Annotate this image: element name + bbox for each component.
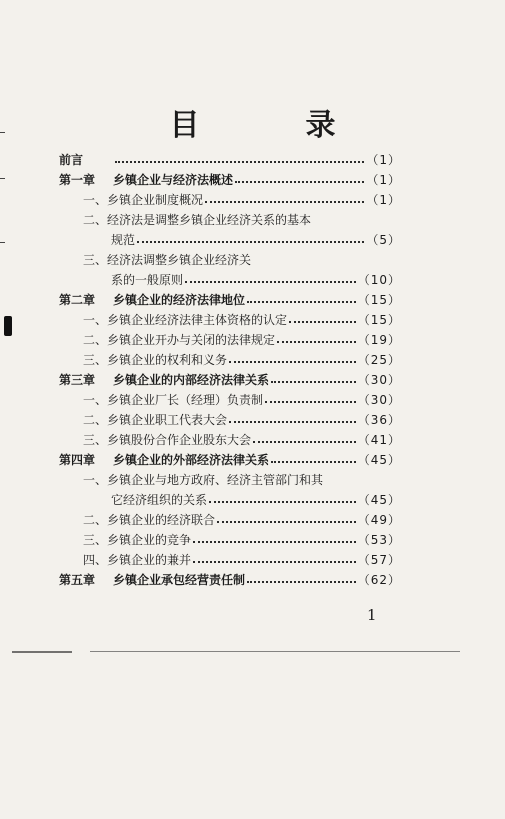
- entry-title: 二、乡镇企业职工代表大会: [83, 413, 228, 427]
- entry-page-number: （1）: [366, 173, 401, 187]
- dot-leader: [205, 200, 364, 203]
- dot-leader: [229, 360, 356, 363]
- dot-leader: [253, 440, 356, 443]
- binding-mark: [4, 316, 12, 336]
- chapter-title: 乡镇企业的外部经济法律关系: [113, 453, 270, 467]
- margin-tick: [0, 178, 5, 179]
- entry-page-number: （1）: [366, 153, 401, 167]
- dot-leader: [289, 320, 356, 323]
- entry-page-number: （45）: [357, 453, 401, 467]
- toc-chapter-entry[interactable]: [59, 293, 401, 307]
- entry-title: 一、乡镇企业厂长（经理）负责制: [83, 393, 264, 407]
- chapter-title: 乡镇企业的内部经济法律关系: [113, 373, 270, 387]
- entry-page-number: （53）: [357, 533, 401, 547]
- entry-title: 三、乡镇企业的竞争: [83, 533, 192, 547]
- bottom-rule: [12, 651, 72, 653]
- dot-leader: [185, 280, 356, 283]
- toc-chapter-entry[interactable]: [59, 153, 401, 167]
- toc-section-entry[interactable]: [59, 493, 401, 507]
- chapter-number: 第五章: [59, 573, 96, 587]
- page-number: 1: [367, 606, 377, 624]
- toc-chapter-entry[interactable]: [59, 573, 401, 587]
- entry-page-number: （5）: [366, 233, 401, 247]
- chapter-number: 前言: [59, 153, 84, 167]
- entry-page-number: （19）: [357, 333, 401, 347]
- entry-title: 系的一般原则: [111, 273, 184, 287]
- entry-page-number: （49）: [357, 513, 401, 527]
- dot-leader: [277, 340, 356, 343]
- entry-page-number: （57）: [357, 553, 401, 567]
- entry-page-number: （36）: [357, 413, 401, 427]
- entry-title: 二、乡镇企业的经济联合: [83, 513, 216, 527]
- toc-section-entry[interactable]: [59, 273, 401, 287]
- dot-leader: [229, 420, 356, 423]
- toc-section-entry[interactable]: [59, 333, 401, 347]
- entry-title: 三、经济法调整乡镇企业经济关: [83, 253, 252, 267]
- toc-chapter-entry[interactable]: [59, 453, 401, 467]
- dot-leader: [217, 520, 356, 523]
- toc-section-entry[interactable]: [59, 473, 401, 487]
- entry-page-number: （25）: [357, 353, 401, 367]
- entry-title: 规范: [111, 233, 136, 247]
- toc-section-entry[interactable]: [59, 533, 401, 547]
- entry-page-number: （62）: [357, 573, 401, 587]
- entry-page-number: （30）: [357, 373, 401, 387]
- toc-chapter-entry[interactable]: [59, 373, 401, 387]
- chapter-number: 第四章: [59, 453, 96, 467]
- entry-page-number: （10）: [357, 273, 401, 287]
- page-title: 目 录: [169, 108, 374, 143]
- toc-section-entry[interactable]: [59, 253, 401, 267]
- entry-title: 它经济组织的关系: [111, 493, 208, 507]
- dot-leader: [247, 580, 356, 583]
- toc-section-entry[interactable]: [59, 313, 401, 327]
- toc-section-entry[interactable]: [59, 553, 401, 567]
- chapter-title: 乡镇企业承包经营责任制: [113, 573, 246, 587]
- margin-tick: [0, 242, 5, 243]
- toc-section-entry[interactable]: [59, 193, 401, 207]
- entry-title: 一、乡镇企业制度概况: [83, 193, 204, 207]
- dot-leader: [235, 180, 364, 183]
- entry-title: 二、乡镇企业开办与关闭的法律规定: [83, 333, 276, 347]
- entry-title: 二、经济法是调整乡镇企业经济关系的基本: [83, 213, 312, 227]
- entry-title: 一、乡镇企业经济法律主体资格的认定: [83, 313, 288, 327]
- chapter-number: 第一章: [59, 173, 96, 187]
- chapter-title: 乡镇企业与经济法概述: [113, 173, 234, 187]
- dot-leader: [193, 540, 356, 543]
- dot-leader: [271, 460, 356, 463]
- toc-section-entry[interactable]: [59, 353, 401, 367]
- dot-leader: [209, 500, 356, 503]
- toc-section-entry[interactable]: [59, 213, 401, 227]
- entry-title: 四、乡镇企业的兼并: [83, 553, 192, 567]
- dot-leader: [271, 380, 356, 383]
- dot-leader: [247, 300, 356, 303]
- entry-page-number: （15）: [357, 313, 401, 327]
- entry-page-number: （41）: [357, 433, 401, 447]
- dot-leader: [115, 160, 364, 163]
- toc-section-entry[interactable]: [59, 233, 401, 247]
- bottom-rule: [90, 651, 460, 652]
- dot-leader: [265, 400, 356, 403]
- toc-chapter-entry[interactable]: [59, 173, 401, 187]
- entry-page-number: （15）: [357, 293, 401, 307]
- chapter-number: 第二章: [59, 293, 96, 307]
- dot-leader: [193, 560, 356, 563]
- entry-page-number: （45）: [357, 493, 401, 507]
- chapter-title: 乡镇企业的经济法律地位: [113, 293, 246, 307]
- dot-leader: [137, 240, 364, 243]
- entry-page-number: （30）: [357, 393, 401, 407]
- entry-title: 三、乡镇股份合作企业股东大会: [83, 433, 252, 447]
- toc-section-entry[interactable]: [59, 513, 401, 527]
- chapter-number: 第三章: [59, 373, 96, 387]
- toc-section-entry[interactable]: [59, 393, 401, 407]
- table-of-contents: [59, 153, 401, 593]
- entry-title: 一、乡镇企业与地方政府、经济主管部门和其: [83, 473, 324, 487]
- toc-section-entry[interactable]: [59, 433, 401, 447]
- entry-title: 三、乡镇企业的权利和义务: [83, 353, 228, 367]
- toc-section-entry[interactable]: [59, 413, 401, 427]
- entry-page-number: （1）: [366, 193, 401, 207]
